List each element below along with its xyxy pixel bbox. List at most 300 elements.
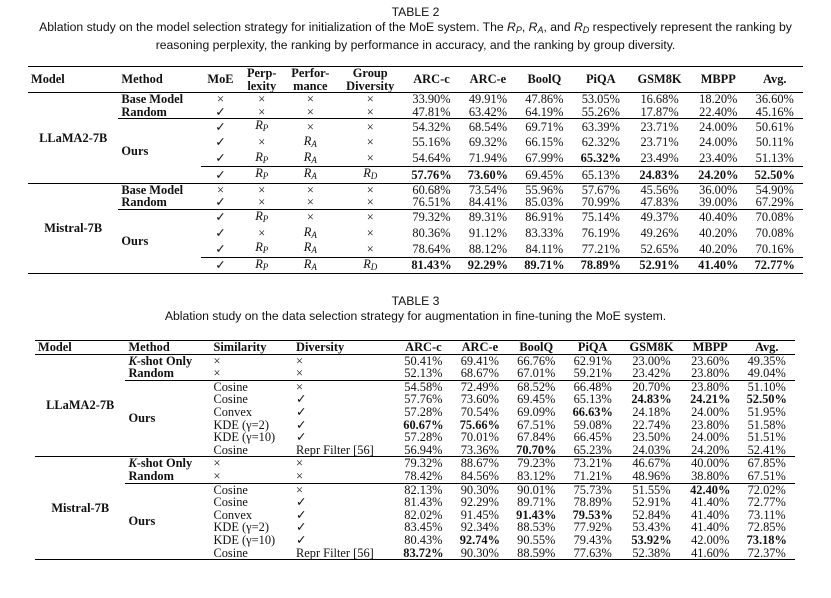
header-boolq: BoolQ	[519, 340, 554, 354]
value-cell: 79.43%	[573, 532, 612, 547]
value-cell: 24.00%	[691, 430, 730, 445]
table2	[28, 66, 803, 274]
value-cell: 92.74%	[459, 532, 500, 547]
header-avg: Avg.	[754, 340, 779, 354]
value-cell: 64.19%	[525, 104, 564, 119]
header-diversity: Diversity	[296, 340, 345, 354]
value-cell: 66.76%	[508, 354, 564, 367]
diversity-cell: ✓	[296, 392, 307, 407]
value-cell: 83.45%	[404, 520, 443, 535]
diversity-cell: ×	[296, 468, 303, 483]
value-cell: 91.43%	[516, 507, 557, 522]
table-row	[35, 367, 795, 380]
value-cell: 16.68%	[629, 93, 690, 106]
perplexity-mark: $R_P$	[255, 240, 269, 256]
value-cell: 73.18%	[746, 532, 787, 547]
method-name: Random	[121, 195, 167, 210]
method-name: Ours	[125, 380, 210, 457]
value-cell: 49.91%	[460, 93, 516, 106]
performance-mark: $R_A$	[303, 133, 317, 149]
table3-label: TABLE 3	[391, 294, 440, 308]
value-cell: 42.40%	[682, 483, 738, 496]
moe-mark: ✓	[201, 119, 240, 135]
performance-mark: $R_A$	[283, 167, 337, 184]
value-cell: 55.96%	[516, 183, 572, 196]
perplexity-mark: $R_P$	[240, 167, 283, 184]
value-cell: 84.11%	[525, 241, 564, 256]
moe-mark: ✓	[201, 167, 240, 184]
value-cell: 41.40%	[690, 257, 746, 274]
similarity-cell: KDE (γ=2)	[213, 520, 269, 535]
value-cell: 39.00%	[699, 195, 738, 210]
value-cell: 51.10%	[738, 380, 795, 393]
value-cell: 72.77%	[747, 257, 804, 274]
value-cell: 24.00%	[690, 119, 746, 135]
value-cell: 33.90%	[403, 93, 459, 106]
similarity-cell: Cosine	[210, 483, 293, 496]
value-cell: 73.54%	[460, 183, 516, 196]
value-cell: 54.90%	[747, 183, 804, 196]
diversity-cell: ×	[296, 366, 303, 381]
performance-mark: ×	[306, 104, 314, 119]
header-similarity: Similarity	[213, 340, 267, 354]
value-cell: 54.32%	[403, 119, 459, 135]
value-cell: 59.21%	[573, 366, 612, 381]
value-cell: 54.58%	[395, 380, 451, 393]
value-cell: 45.16%	[755, 104, 794, 119]
value-cell: 20.70%	[621, 380, 682, 393]
value-cell: 51.95%	[747, 404, 786, 419]
value-cell: 50.61%	[747, 119, 804, 135]
value-cell: 76.19%	[581, 226, 620, 241]
value-cell: 23.71%	[629, 119, 690, 135]
diversity-cell: ✓	[296, 495, 307, 510]
value-cell: 80.43%	[404, 532, 443, 547]
value-cell: 92.29%	[460, 495, 499, 510]
value-cell: 46.67%	[621, 457, 682, 470]
method-name: Ours	[118, 209, 200, 273]
value-cell: 48.96%	[632, 468, 671, 483]
value-cell: 69.45%	[517, 392, 556, 407]
model-name: Mistral-7B	[28, 183, 118, 274]
diversity-mark: $R_D$	[337, 167, 403, 184]
value-cell: 23.60%	[682, 354, 738, 367]
value-cell: 52.50%	[747, 167, 804, 184]
moe-mark: ✓	[201, 209, 240, 225]
perplexity-mark: ×	[258, 104, 266, 119]
moe-mark: ✓	[215, 226, 226, 241]
value-cell: 41.40%	[691, 495, 730, 510]
value-cell: 73.60%	[460, 392, 499, 407]
header-mbpp: MBPP	[692, 340, 728, 354]
header-arc-e: ARC-e	[469, 72, 507, 87]
value-cell: 54.64%	[412, 151, 451, 166]
header-method: Method	[128, 340, 170, 354]
header-moe: MoE	[207, 72, 234, 87]
value-cell: 69.09%	[517, 404, 556, 419]
value-cell: 52.13%	[404, 366, 443, 381]
value-cell: 51.58%	[747, 417, 786, 432]
moe-mark: ✓	[215, 135, 226, 150]
value-cell: 24.20%	[690, 167, 746, 184]
value-cell: 92.34%	[460, 520, 499, 535]
perplexity-mark: ×	[240, 93, 283, 106]
header-gsm8k: GSM8K	[637, 72, 682, 87]
value-cell: 24.00%	[691, 404, 730, 419]
method-name: Random	[128, 468, 174, 483]
value-cell: 83.72%	[395, 547, 451, 560]
diversity-cell: ×	[293, 457, 395, 470]
value-cell: 79.32%	[395, 457, 451, 470]
value-cell: 70.08%	[755, 226, 794, 241]
value-cell: 91.45%	[460, 507, 499, 522]
value-cell: 36.00%	[690, 183, 746, 196]
diversity-cell: Repr Filter [56]	[296, 442, 374, 457]
value-cell: 69.41%	[452, 354, 508, 367]
perplexity-mark: $R_P$	[240, 119, 283, 135]
value-cell: 49.04%	[747, 366, 786, 381]
diversity-mark: $R_D$	[337, 257, 403, 274]
value-cell: 41.60%	[682, 547, 738, 560]
value-cell: 42.00%	[691, 532, 730, 547]
value-cell: 90.30%	[452, 483, 508, 496]
value-cell: 81.43%	[404, 495, 443, 510]
value-cell: 73.11%	[747, 507, 786, 522]
value-cell: 67.84%	[517, 430, 556, 445]
value-cell: 17.87%	[640, 104, 679, 119]
value-cell: 70.08%	[747, 209, 804, 225]
perplexity-mark: $R_P$	[240, 257, 283, 274]
similarity-cell: Cosine	[210, 547, 293, 560]
value-cell: 23.71%	[640, 135, 679, 150]
performance-mark: ×	[283, 209, 337, 225]
value-cell: 40.20%	[699, 226, 738, 241]
perplexity-mark: ×	[258, 135, 266, 150]
value-cell: 82.13%	[395, 483, 451, 496]
value-cell: 89.71%	[517, 495, 556, 510]
value-cell: 65.32%	[580, 151, 621, 166]
table-row	[28, 119, 803, 135]
value-cell: 49.35%	[738, 354, 795, 367]
diversity-cell: ×	[293, 483, 395, 496]
method-name: K-shot Only	[125, 354, 210, 367]
value-cell: 70.16%	[755, 241, 794, 256]
value-cell: 40.40%	[690, 209, 746, 225]
diversity-cell: ✓	[296, 417, 307, 432]
value-cell: 69.32%	[468, 135, 508, 150]
value-cell: 66.15%	[525, 135, 564, 150]
value-cell: 52.41%	[747, 442, 786, 457]
model-name: LLaMA2-7B	[35, 354, 125, 457]
similarity-cell: ×	[213, 366, 221, 381]
value-cell: 53.92%	[631, 532, 672, 547]
perplexity-mark: $R_P$	[240, 209, 283, 225]
value-cell: 53.43%	[632, 520, 671, 535]
value-cell: 82.02%	[404, 507, 443, 522]
value-cell: 79.53%	[572, 507, 613, 522]
performance-mark: $R_A$	[303, 240, 317, 256]
method-name: Base Model	[118, 183, 200, 196]
performance-mark: ×	[283, 183, 337, 196]
value-cell: 22.40%	[699, 104, 738, 119]
value-cell: 66.63%	[572, 404, 613, 419]
value-cell: 59.08%	[573, 417, 612, 432]
similarity-cell: KDE (γ=2)	[213, 417, 269, 432]
moe-mark: ✓	[215, 151, 226, 166]
value-cell: 71.94%	[468, 151, 508, 166]
value-cell: 66.45%	[573, 430, 612, 445]
similarity-cell: ×	[213, 468, 221, 483]
similarity-cell: ×	[210, 354, 293, 367]
value-cell: 88.53%	[517, 520, 556, 535]
value-cell: 67.99%	[525, 151, 564, 166]
table2-caption-block	[0, 5, 831, 53]
moe-mark: ✓	[215, 195, 226, 210]
header-model: Model	[38, 340, 72, 354]
header-method: Method	[121, 72, 163, 87]
diversity-mark: ×	[366, 226, 374, 241]
value-cell: 92.29%	[460, 257, 516, 274]
value-cell: 73.60%	[460, 167, 516, 184]
value-cell: 47.83%	[640, 195, 679, 210]
performance-mark: ×	[283, 119, 337, 135]
perplexity-mark: ×	[258, 226, 266, 241]
value-cell: 60.67%	[403, 417, 444, 432]
similarity-cell: KDE (γ=10)	[213, 532, 276, 547]
value-cell: 68.54%	[460, 119, 516, 135]
model-name: Mistral-7B	[35, 457, 125, 560]
value-cell: 83.33%	[525, 226, 564, 241]
value-cell: 22.74%	[632, 417, 671, 432]
header-boolq: BoolQ	[527, 72, 562, 87]
value-cell: 57.76%	[404, 392, 443, 407]
value-cell: 23.49%	[640, 151, 679, 166]
value-cell: 57.28%	[404, 404, 443, 419]
value-cell: 23.40%	[699, 151, 738, 166]
value-cell: 52.84%	[632, 507, 671, 522]
value-cell: 72.49%	[452, 380, 508, 393]
value-cell: 67.51%	[747, 468, 786, 483]
header-perplexity: Perp- lexity	[246, 66, 277, 93]
value-cell: 68.52%	[508, 380, 564, 393]
value-cell: 89.71%	[516, 257, 572, 274]
diversity-mark: ×	[337, 93, 403, 106]
table2-caption-line-2: reasoning perplexity, the ranking by performance in accuracy, and the ranking by group diversity.	[155, 38, 676, 52]
header-model: Model	[31, 72, 65, 87]
performance-mark: $R_A$	[283, 257, 337, 274]
table-row	[28, 196, 803, 209]
value-cell: 90.55%	[517, 532, 556, 547]
value-cell: 51.51%	[747, 430, 786, 445]
value-cell: 23.80%	[691, 366, 730, 381]
value-cell: 52.65%	[640, 241, 679, 256]
performance-mark: ×	[306, 195, 314, 210]
moe-mark: ✓	[201, 257, 240, 274]
value-cell: 23.80%	[682, 380, 738, 393]
value-cell: 86.91%	[516, 209, 572, 225]
table-row	[28, 106, 803, 119]
value-cell: 23.80%	[691, 417, 730, 432]
value-cell: 88.67%	[452, 457, 508, 470]
value-cell: 38.80%	[691, 468, 730, 483]
value-cell: 51.55%	[621, 483, 682, 496]
value-cell: 65.13%	[573, 392, 612, 407]
value-cell: 51.13%	[755, 151, 794, 166]
value-cell: 65.23%	[573, 442, 612, 457]
value-cell: 40.00%	[682, 457, 738, 470]
value-cell: 67.29%	[755, 195, 794, 210]
value-cell: 88.12%	[468, 241, 508, 256]
value-cell: 62.32%	[581, 135, 620, 150]
value-cell: 91.12%	[468, 226, 508, 241]
value-cell: 57.67%	[573, 183, 629, 196]
table-row	[35, 457, 795, 470]
value-cell: 90.01%	[508, 483, 564, 496]
similarity-cell: Cosine	[213, 442, 248, 457]
header-arc-e: ARC-e	[461, 340, 499, 354]
table3-caption: Ablation study on the data selection strategy for augmentation in fine-tuning the MoE system.	[164, 309, 667, 323]
value-cell: 76.51%	[412, 195, 451, 210]
value-cell: 62.91%	[565, 354, 621, 367]
value-cell: 67.85%	[738, 457, 795, 470]
value-cell: 24.00%	[699, 135, 738, 150]
value-cell: 90.30%	[452, 547, 508, 560]
table2-caption-line-1: Ablation study on the model selection strategy for initialization of the MoE system. The $R_P$, $R_A$, and $R_D$ respectively represent the ranking by	[39, 20, 792, 35]
value-cell: 49.37%	[629, 209, 690, 225]
value-cell: 78.42%	[404, 468, 443, 483]
table-row	[35, 470, 795, 483]
value-cell: 24.83%	[629, 167, 690, 184]
value-cell: 89.31%	[460, 209, 516, 225]
table2-header-row	[28, 67, 803, 93]
method-name: Base Model	[118, 93, 200, 106]
method-name: K-shot Only	[125, 457, 210, 470]
value-cell: 65.13%	[573, 167, 629, 184]
model-name: LLaMA2-7B	[28, 93, 118, 184]
similarity-cell: ×	[210, 457, 293, 470]
moe-mark: ✓	[215, 104, 226, 119]
method-name: Random	[128, 366, 174, 381]
similarity-cell: Cosine	[213, 392, 248, 407]
value-cell: 47.86%	[516, 93, 572, 106]
perplexity-mark: ×	[258, 195, 266, 210]
moe-mark: ×	[201, 183, 240, 196]
header-performance: Perfor- mance	[291, 66, 330, 93]
value-cell: 69.45%	[516, 167, 572, 184]
value-cell: 57.76%	[403, 167, 459, 184]
value-cell: 70.70%	[516, 442, 557, 457]
value-cell: 23.00%	[621, 354, 682, 367]
table3-caption-block	[0, 294, 831, 324]
value-cell: 56.94%	[404, 442, 443, 457]
method-name: Random	[121, 104, 167, 119]
diversity-mark: ×	[366, 135, 374, 150]
diversity-mark: ×	[366, 241, 374, 256]
value-cell: 78.89%	[573, 495, 612, 510]
diversity-cell: Repr Filter [56]	[293, 547, 395, 560]
value-cell: 52.91%	[629, 257, 690, 274]
value-cell: 24.03%	[632, 442, 671, 457]
value-cell: 40.20%	[699, 241, 738, 256]
table3	[35, 340, 795, 560]
value-cell: 70.54%	[460, 404, 499, 419]
similarity-cell: Cosine	[213, 495, 248, 510]
header-mbpp: MBPP	[700, 72, 736, 87]
moe-mark: ×	[201, 93, 240, 106]
similarity-cell: KDE (γ=10)	[213, 430, 276, 445]
diversity-cell: ✓	[296, 430, 307, 445]
value-cell: 73.21%	[565, 457, 621, 470]
value-cell: 53.05%	[573, 93, 629, 106]
value-cell: 50.41%	[395, 354, 451, 367]
value-cell: 60.68%	[403, 183, 459, 196]
moe-mark: ✓	[215, 241, 226, 256]
value-cell: 72.37%	[738, 547, 795, 560]
value-cell: 77.63%	[565, 547, 621, 560]
diversity-cell: ×	[293, 354, 395, 367]
value-cell: 23.50%	[632, 430, 671, 445]
value-cell: 75.14%	[573, 209, 629, 225]
diversity-mark: ×	[337, 183, 403, 196]
diversity-cell: ✓	[296, 507, 307, 522]
value-cell: 72.77%	[747, 495, 786, 510]
value-cell: 50.11%	[755, 135, 794, 150]
diversity-mark: ×	[337, 209, 403, 225]
value-cell: 24.83%	[631, 392, 672, 407]
method-name: Ours	[125, 483, 210, 560]
header-piqa: PiQA	[577, 340, 608, 354]
value-cell: 52.91%	[632, 495, 671, 510]
value-cell: 68.67%	[460, 366, 499, 381]
header-avg: Avg.	[762, 72, 787, 87]
diversity-cell: ✓	[296, 404, 307, 419]
value-cell: 84.41%	[468, 195, 508, 210]
performance-mark: ×	[283, 93, 337, 106]
similarity-cell: Convex	[213, 507, 253, 522]
diversity-cell: ×	[293, 380, 395, 393]
value-cell: 66.48%	[565, 380, 621, 393]
value-cell: 78.64%	[412, 241, 451, 256]
performance-mark: $R_A$	[303, 224, 317, 240]
value-cell: 79.32%	[403, 209, 459, 225]
header-diversity: Group Diversity	[346, 66, 395, 93]
value-cell: 67.51%	[517, 417, 556, 432]
table-row	[28, 209, 803, 225]
value-cell: 55.26%	[581, 104, 620, 119]
value-cell: 72.85%	[747, 520, 786, 535]
value-cell: 77.92%	[573, 520, 612, 535]
table-row	[28, 93, 803, 106]
value-cell: 24.18%	[632, 404, 671, 419]
value-cell: 41.40%	[691, 507, 730, 522]
value-cell: 75.73%	[565, 483, 621, 496]
diversity-mark: ×	[366, 195, 374, 210]
similarity-cell: Cosine	[210, 380, 293, 393]
value-cell: 45.56%	[629, 183, 690, 196]
value-cell: 49.26%	[640, 226, 679, 241]
value-cell: 84.56%	[460, 468, 499, 483]
method-name: Ours	[118, 119, 200, 183]
diversity-mark: ×	[366, 104, 374, 119]
value-cell: 78.89%	[573, 257, 629, 274]
value-cell: 77.21%	[581, 241, 620, 256]
header-arc-c: ARC-c	[413, 72, 450, 87]
value-cell: 71.21%	[573, 468, 612, 483]
header-gsm8k: GSM8K	[629, 340, 674, 354]
value-cell: 63.42%	[468, 104, 508, 119]
value-cell: 88.59%	[508, 547, 564, 560]
value-cell: 85.03%	[525, 195, 564, 210]
